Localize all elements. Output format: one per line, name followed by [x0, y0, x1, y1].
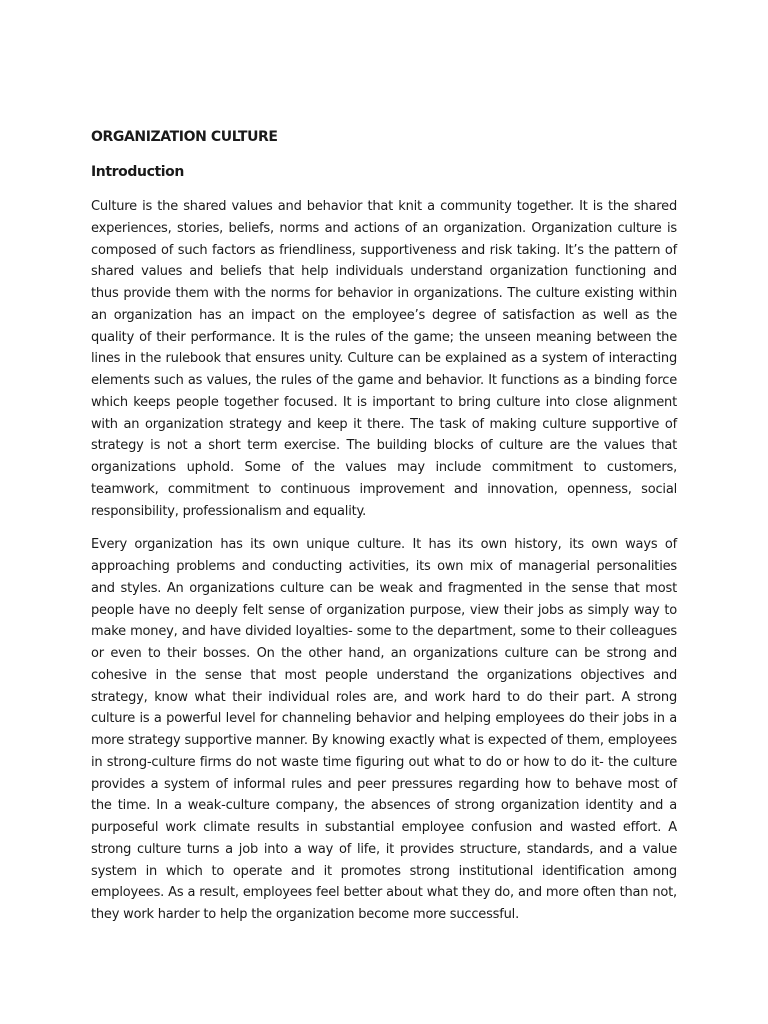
paragraph-1: Culture is the shared values and behavior that knit a community together. It is the shared experiences, stories, beliefs, norms and actions of an organization. Organization culture is composed of such factors as friendliness, supportiveness and risk taking. It’s the pattern of shared values and beliefs that help individuals understand organization functioning and thus provide them with the norms for behavior in organizations. The culture existing within an organization has an impact on the employee’s degree of satisfaction as well as the quality of their performance. It is the rules of the game; the unseen meaning between the lines in the rulebook that ensures unity. Culture can be explained as a system of interacting elements such as values, the rules of the game and behavior. It functions as a binding force which keeps people together focused. It is important to bring culture into close alignment with an organization strategy and keep it there. The task of making culture supportive of strategy is not a short term exercise. The building blocks of culture are the values that organizations uphold. Some of the values may include commitment to customers, teamwork, commitment to continuous improvement and innovation, openness, social responsibility, professionalism and equality. — [91, 199, 677, 519]
section-heading-introduction: Introduction — [91, 164, 184, 180]
paragraph-2: Every organization has its own unique culture. It has its own history, its own ways of approaching problems and conducting activities, its own mix of managerial personalities and styles. An organizations culture can be weak and fragmented in the sense that most people have no deeply felt sense of organization purpose, view their jobs as simply way to make money, and have divided loyalties- some to the department, some to their colleagues or even to their bosses. On the other hand, an organizations culture can be strong and cohesive in the sense that most people understand the organizations objectives and strategy, know what their individual roles are, and work hard to do their part. A strong culture is a powerful level for channeling behavior and helping employees do their jobs in a more strategy supportive manner. By knowing exactly what is expected of them, employees in strong-culture firms do not waste time figuring out what to do or how to do it- the culture provides a system of informal rules and peer pressures regarding how to behave most of the time. In a weak-culture company, the absences of strong organization identity and a purposeful work climate results in substantial employee confusion and wasted effort. A strong culture turns a job into a way of life, it provides structure, standards, and a value system in which to operate and it promotes strong institutional identification among employees. As a result, employees feel better about what they do, and more often than not, they work harder to help the organization become more successful. — [91, 537, 677, 922]
document-page — [91, 126, 677, 926]
document-title: ORGANIZATION CULTURE — [91, 129, 278, 145]
